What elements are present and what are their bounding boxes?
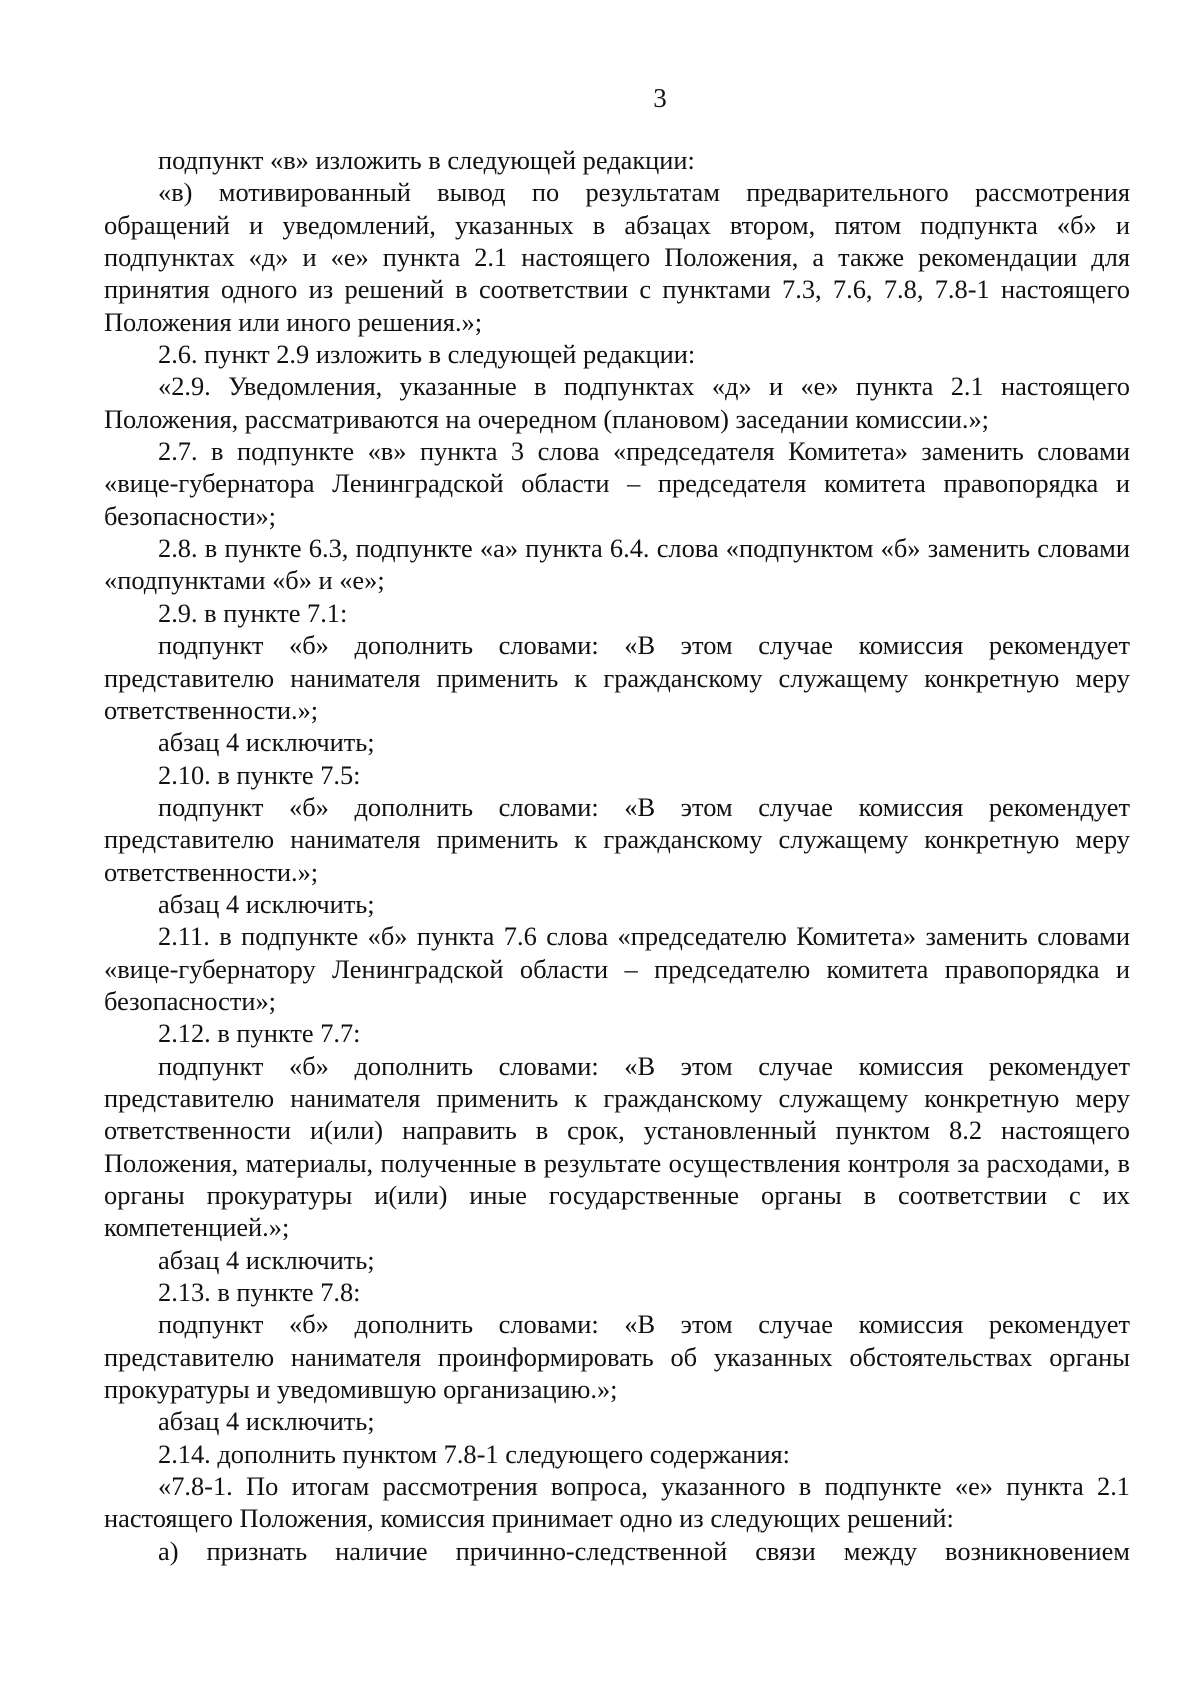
- paragraph: 2.6. пункт 2.9 изложить в следующей редакции:: [158, 339, 696, 370]
- paragraph: «в) мотивированный вывод по результатам предварительного рассмотрения обращений и уведомлений, указанных в абзацах втором, пятом подпункта «б» и подпунктах «д» и «е» пункта 2.1 настоящего Положения, а также рекомендации для принятия одного из решений в соответствии с пунктами 7.3, 7.6, 7.8, 7.8-1 настоящего Положения или иного решения.»;: [104, 177, 1130, 337]
- paragraph: 2.13. в пункте 7.8:: [158, 1277, 361, 1308]
- paragraph: абзац 4 исключить;: [158, 1244, 375, 1275]
- paragraph: 2.14. дополнить пунктом 7.8-1 следующего содержания:: [158, 1438, 790, 1469]
- page-number: 3: [653, 83, 667, 113]
- paragraph: подпункт «б» дополнить словами: «В этом случае комиссия рекомендует представителю нанимателя применить к гражданскому служащему конкретную меру ответственности и(или) направить в срок, установленный пунктом 8.2 настоящего Положения, материалы, полученные в результате осуществления контроля за расходами, в органы прокуратуры и(или) иные государственные органы в соответствии с их компетенцией.»;: [104, 1050, 1130, 1243]
- paragraph: подпункт «б» дополнить словами: «В этом случае комиссия рекомендует представителю нанимателя применить к гражданскому служащему конкретную меру ответственности.»;: [104, 791, 1130, 887]
- paragraph: абзац 4 исключить;: [158, 888, 375, 919]
- paragraph: 2.9. в пункте 7.1:: [158, 597, 348, 628]
- paragraph: 2.8. в пункте 6.3, подпункте «а» пункта 6.4. слова «подпунктом «б» заменить словами «подпунктами «б» и «е»;: [104, 533, 1130, 596]
- paragraph: абзац 4 исключить;: [158, 727, 375, 758]
- paragraph: 2.10. в пункте 7.5:: [158, 759, 361, 790]
- paragraph: «2.9. Уведомления, указанные в подпунктах «д» и «е» пункта 2.1 настоящего Положения, рассматриваются на очередном (плановом) заседании комиссии.»;: [104, 371, 1130, 434]
- paragraph: а) признать наличие причинно-следственной связи между возникновением: [158, 1535, 1130, 1566]
- paragraph: подпункт «в» изложить в следующей редакции:: [158, 145, 695, 175]
- paragraph: подпункт «б» дополнить словами: «В этом случае комиссия рекомендует представителю нанимателя применить к гражданскому служащему конкретную меру ответственности.»;: [104, 630, 1130, 725]
- paragraph: 2.12. в пункте 7.7:: [158, 1018, 361, 1049]
- paragraph: подпункт «б» дополнить словами: «В этом случае комиссия рекомендует представителю нанимателя проинформировать об указанных обстоятельствах органы прокуратуры и уведомившую организацию.»;: [104, 1309, 1130, 1405]
- paragraph: «7.8-1. По итогам рассмотрения вопроса, указанного в подпункте «е» пункта 2.1 настоящего Положения, комиссия принимает одно из следующих решений:: [104, 1471, 1130, 1534]
- document-body: [104, 144, 1130, 1567]
- paragraph: 2.7. в подпункте «в» пункта 3 слова «председателя Комитета» заменить словами «вице-губернатора Ленинградской области – председателя комитета правопорядка и безопасности»;: [104, 436, 1130, 531]
- paragraph: абзац 4 исключить;: [158, 1406, 375, 1437]
- paragraph: 2.11. в подпункте «б» пункта 7.6 слова «председателю Комитета» заменить словами «вице-губернатору Ленинградской области – председателю комитета правопорядка и безопасности»;: [104, 921, 1130, 1016]
